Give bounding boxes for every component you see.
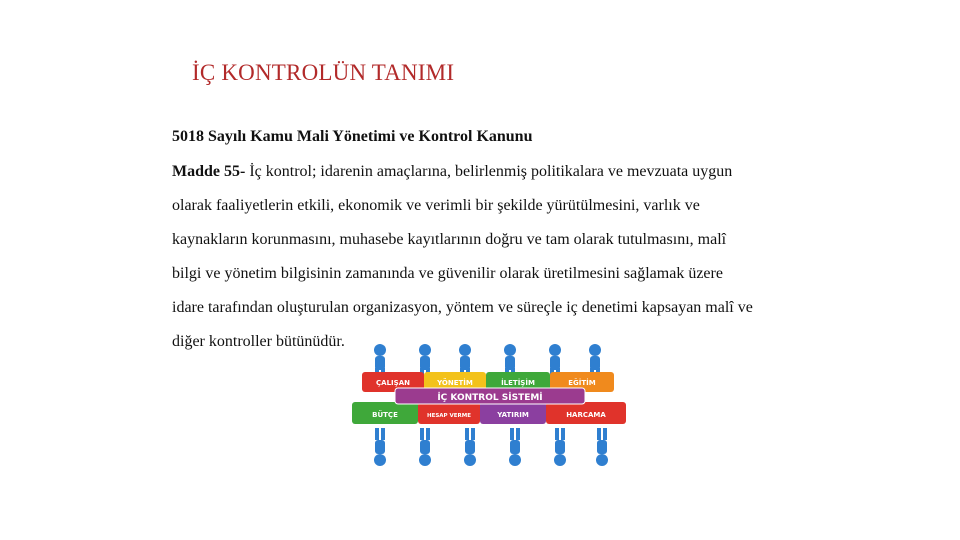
definition-line: diğer kontroller bütünüdür. <box>172 333 345 350</box>
definition-line: idare tarafından oluşturulan organizasyon, yöntem ve süreçle iç denetimi kapsayan malî ve <box>172 299 753 316</box>
definition-line: olarak faaliyetlerin etkili, ekonomik ve verimli bir şekilde yürütülmesini, varlık ve <box>172 197 700 214</box>
piece-label: HESAP VERME <box>426 413 472 419</box>
slide-title: İÇ KONTROLÜN TANIMI <box>192 60 455 85</box>
person-figure <box>419 428 431 466</box>
definition-line: kaynakların korunmasını, muhasebe kayıtlarının doğru ve tam olarak tutulmasını, malî <box>172 231 727 248</box>
person-figure <box>374 428 386 466</box>
piece-label: HARCAMA <box>566 411 606 419</box>
definition-line-text: İç kontrol; idarenin amaçlarına, belirlenmiş politikalara ve mevzuata uygun <box>245 163 733 180</box>
definition-line <box>172 157 852 191</box>
piece-label: YATIRIM <box>497 411 529 419</box>
definition-text <box>172 157 852 361</box>
piece-label: BÜTÇE <box>372 411 398 419</box>
definition-line: bilgi ve yönetim bilgisinin zamanında ve güvenilir olarak üretilmesini sağlamak üzere <box>172 265 723 282</box>
person-figure <box>596 428 608 466</box>
person-figure <box>554 428 566 466</box>
person-figure <box>464 428 476 466</box>
law-heading: 5018 Sayılı Kamu Mali Yönetimi ve Kontrol Kanunu <box>172 128 533 145</box>
person-figure <box>509 428 521 466</box>
piece-label: EĞİTİM <box>568 379 596 387</box>
article-label: Madde 55- <box>172 163 246 180</box>
piece-label: İLETİŞİM <box>501 379 535 387</box>
piece-label: ÇALIŞAN <box>376 379 410 387</box>
internal-control-puzzle-illustration <box>340 340 640 475</box>
center-label: İÇ KONTROL SİSTEMİ <box>437 393 543 403</box>
bottom-figures <box>374 428 608 466</box>
piece-label: YÖNETİM <box>437 379 473 387</box>
